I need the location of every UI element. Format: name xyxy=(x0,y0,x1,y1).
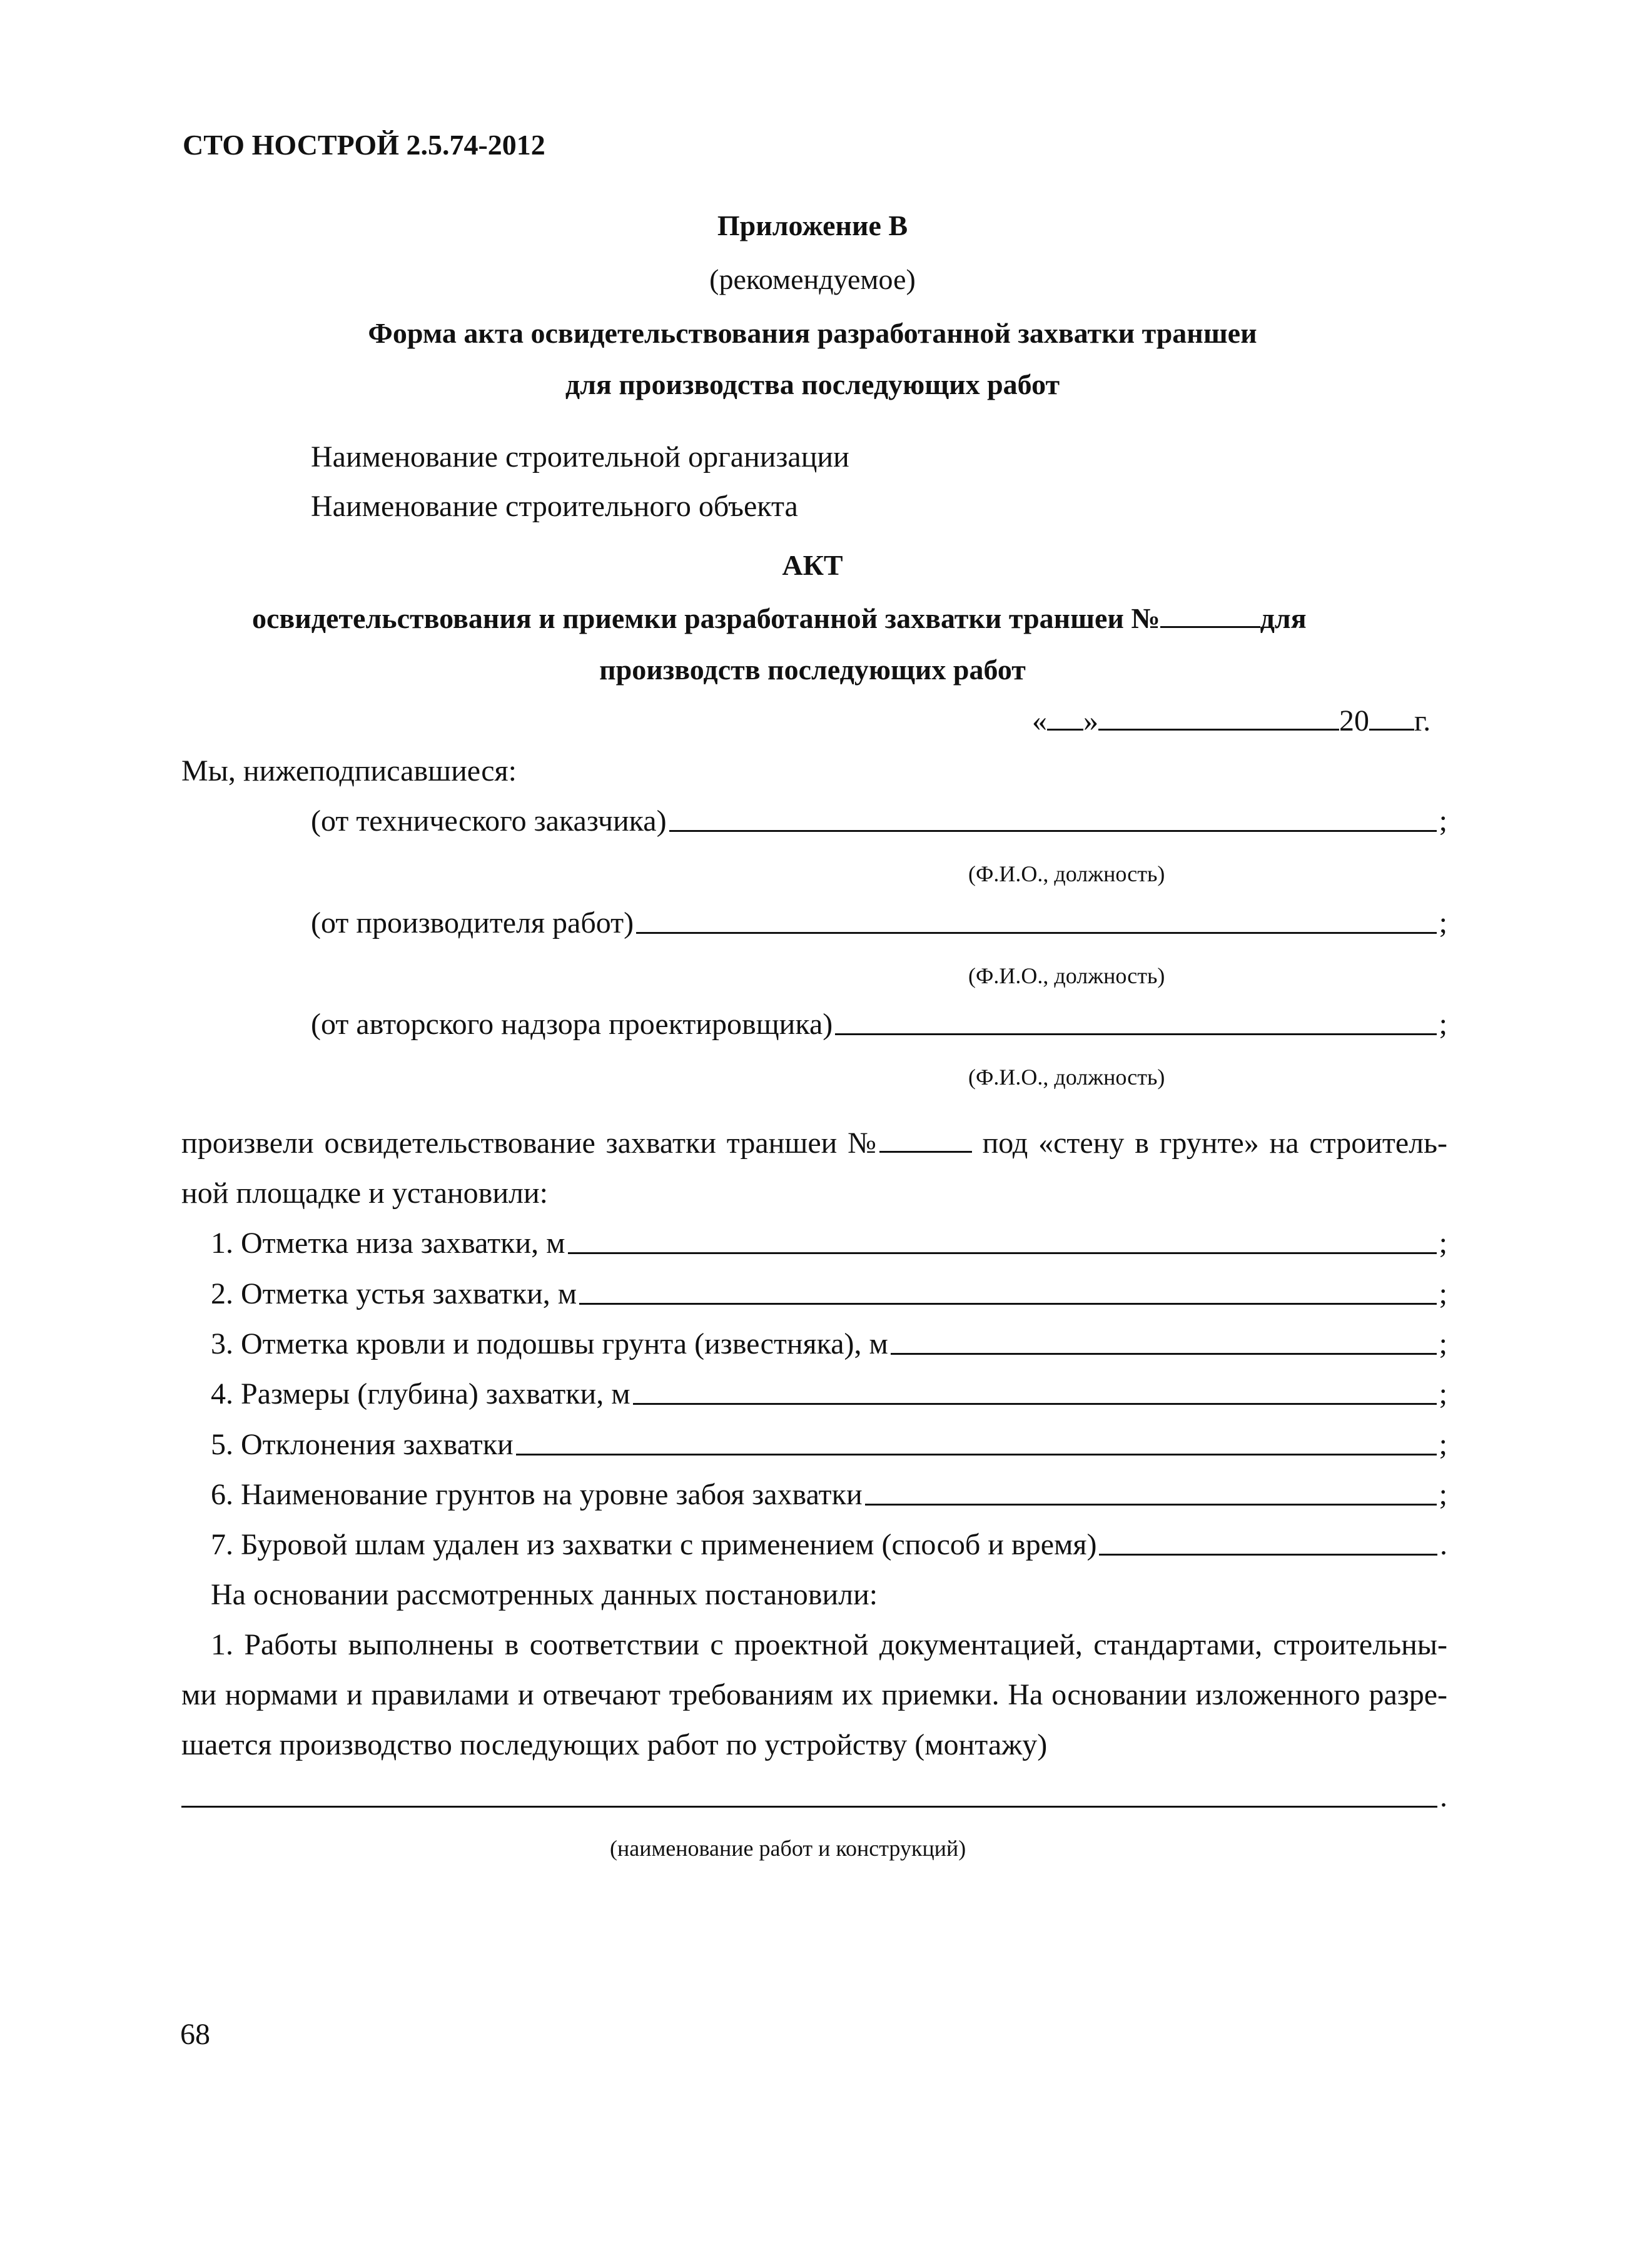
item-label: 6. Наименование грунтов на уровне забоя захватки xyxy=(211,1478,863,1511)
item-field[interactable] xyxy=(579,1302,1436,1305)
form-title-line1: Форма акта освидетельствования разработанной захватки траншеи xyxy=(368,317,1257,349)
inspection-text-cont: под «стену в грунте» на строитель- xyxy=(982,1126,1448,1160)
signatory-label: (от производителя работ) xyxy=(311,906,634,939)
signatory-row xyxy=(311,906,1447,940)
act-subtitle-line2: производств последующих работ xyxy=(599,654,1026,686)
appendix-subtitle: (рекомендуемое) xyxy=(709,263,916,295)
date-year-blank[interactable] xyxy=(1369,728,1414,731)
item-row xyxy=(211,1527,1447,1562)
signatory-label: (от авторского надзора проектировщика) xyxy=(311,1008,833,1041)
signatory-end: ; xyxy=(1439,906,1447,939)
page-number: 68 xyxy=(180,2018,210,2051)
item-end: ; xyxy=(1439,1428,1447,1461)
signatory-end: ; xyxy=(1439,1008,1447,1041)
item-row xyxy=(211,1277,1447,1311)
item-field[interactable] xyxy=(865,1503,1437,1506)
decision-line3: шается производство последующих работ по устройству (монтажу) xyxy=(181,1728,1048,1761)
signatory-caption: (Ф.И.О., должность) xyxy=(968,861,1165,886)
item-label: 4. Размеры (глубина) захватки, м xyxy=(211,1377,630,1410)
item-field[interactable] xyxy=(1099,1553,1437,1556)
date-month-blank[interactable] xyxy=(1098,728,1339,731)
signatory-name-field[interactable] xyxy=(669,829,1437,832)
works-row xyxy=(181,1779,1447,1814)
item-end: ; xyxy=(1439,1478,1447,1511)
item-field[interactable] xyxy=(891,1352,1437,1355)
date-year-prefix: 20 xyxy=(1339,704,1369,737)
item-row xyxy=(211,1327,1447,1361)
date-line xyxy=(1032,704,1430,738)
appendix-title: Приложение В xyxy=(717,210,908,241)
item-label: 7. Буровой шлам удален из захватки с применением (способ и время) xyxy=(211,1528,1097,1561)
item-row xyxy=(211,1427,1447,1462)
item-row xyxy=(211,1477,1447,1512)
act-number-blank[interactable] xyxy=(1160,625,1260,628)
intro-text: Мы, нижеподписавшиеся: xyxy=(181,754,517,787)
item-field[interactable] xyxy=(516,1453,1437,1455)
date-close-quote: » xyxy=(1083,704,1098,737)
item-field[interactable] xyxy=(568,1252,1437,1254)
signatory-label: (от технического заказчика) xyxy=(311,804,667,838)
inspection-line2: ной площадке и установили: xyxy=(181,1177,549,1210)
item-end: . xyxy=(1440,1528,1447,1561)
works-caption: (наименование работ и конструкций) xyxy=(610,1836,966,1861)
date-open-quote: « xyxy=(1032,704,1047,737)
decision-intro: На основании рассмотренных данных постановили: xyxy=(211,1578,878,1611)
signatory-row xyxy=(311,804,1447,838)
object-label: Наименование строительного объекта xyxy=(311,490,798,523)
act-subtitle-text: освидетельствования и приемки разработанной захватки траншеи № xyxy=(252,602,1160,634)
organization-label: Наименование строительной организации xyxy=(311,440,849,473)
inspection-text: произвели освидетельствование захватки траншеи № xyxy=(181,1126,879,1160)
form-title-line2: для производства последующих работ xyxy=(565,368,1060,400)
item-field[interactable] xyxy=(633,1402,1437,1405)
act-title: АКТ xyxy=(782,549,843,581)
decision-line2: ми нормами и правилами и отвечают требованиям их приемки. На основании изложенного разре- xyxy=(181,1678,1447,1711)
date-day-blank[interactable] xyxy=(1047,728,1083,731)
signatory-caption: (Ф.И.О., должность) xyxy=(968,963,1165,988)
signatory-end: ; xyxy=(1439,804,1447,838)
item-label: 2. Отметка устья захватки, м xyxy=(211,1277,577,1310)
signatory-caption: (Ф.И.О., должность) xyxy=(968,1065,1165,1090)
item-end: ; xyxy=(1439,1377,1447,1410)
item-row xyxy=(211,1226,1447,1260)
signatory-row xyxy=(311,1007,1447,1041)
decision-line1: 1. Работы выполнены в соответствии с проектной документацией, стандартами, строительны- xyxy=(211,1628,1447,1661)
item-label: 5. Отклонения захватки xyxy=(211,1428,514,1461)
date-year-suffix: г. xyxy=(1414,704,1431,737)
trench-number-blank[interactable] xyxy=(879,1150,972,1153)
works-end: . xyxy=(1440,1780,1447,1813)
item-row xyxy=(211,1377,1447,1411)
signatory-name-field[interactable] xyxy=(636,931,1437,934)
inspection-line1 xyxy=(181,1126,1447,1160)
standard-code: СТО НОСТРОЙ 2.5.74-2012 xyxy=(183,129,545,161)
item-end: ; xyxy=(1439,1277,1447,1310)
item-label: 3. Отметка кровли и подошвы грунта (известняка), м xyxy=(211,1327,888,1360)
item-end: ; xyxy=(1439,1327,1447,1360)
signatory-name-field[interactable] xyxy=(835,1033,1436,1035)
item-label: 1. Отметка низа захватки, м xyxy=(211,1227,565,1260)
act-subtitle-line1 xyxy=(252,602,1307,635)
works-name-field[interactable] xyxy=(181,1805,1437,1808)
act-subtitle-for: для xyxy=(1260,602,1307,634)
item-end: ; xyxy=(1439,1227,1447,1260)
